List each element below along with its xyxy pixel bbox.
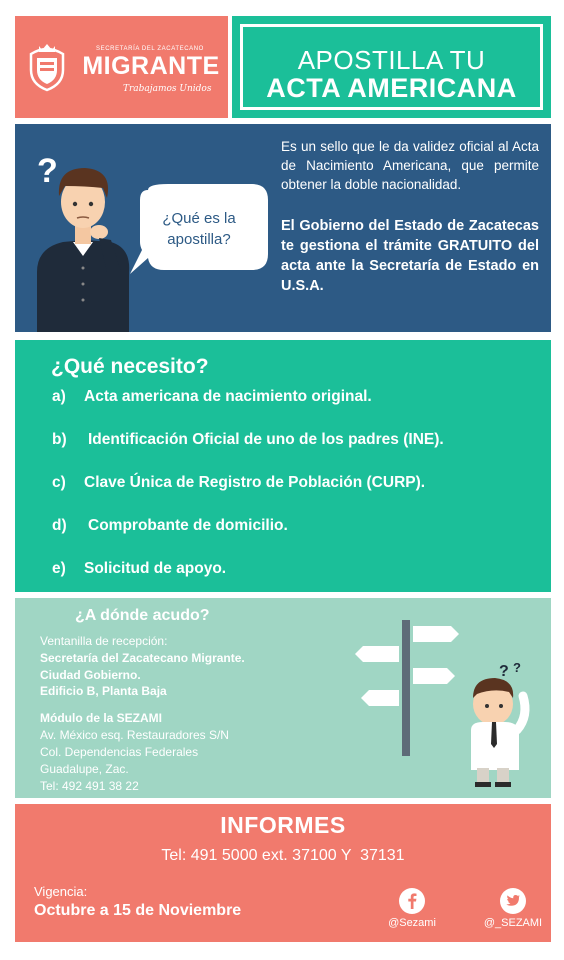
title-line-1: APOSTILLA TU — [297, 45, 486, 75]
requirement-letter: b) — [52, 431, 67, 448]
thinking-man-illustration — [33, 144, 133, 332]
requirement-item — [52, 431, 444, 449]
requirements-title: ¿Qué necesito? — [51, 355, 209, 378]
title-frame — [240, 24, 543, 110]
confused-man-illustration — [463, 660, 545, 788]
window-label: Ventanilla de recepción: — [40, 634, 168, 648]
intro-description: Es un sello que le da validez oficial al Acta de Nacimiento Americana, que permite obtener la doble nacionalidad. — [281, 139, 539, 192]
module-label: Módulo de la SEZAMI — [40, 711, 162, 725]
twitter-handle[interactable]: @_SEZAMI — [483, 917, 543, 929]
requirement-letter: e) — [52, 560, 66, 577]
office-place: Ciudad Gobierno. — [40, 668, 141, 682]
requirement-text: Comprobante de domicilio. — [88, 517, 288, 534]
validity-value: Octubre a 15 de Noviembre — [34, 902, 242, 919]
facebook-icon[interactable] — [399, 888, 425, 914]
question-mark-icon: ? — [37, 152, 58, 190]
office-building: Edificio B, Planta Baja — [40, 684, 167, 698]
address-street: Av. México esq. Restauradores S/N — [40, 728, 229, 742]
requirement-item — [52, 474, 425, 492]
validity-label: Vigencia: — [34, 884, 88, 899]
facebook-handle[interactable]: @Sezami — [388, 917, 436, 929]
svg-text:?: ? — [513, 660, 521, 675]
title-panel — [232, 16, 551, 118]
intro-panel — [15, 124, 551, 332]
logo-subtitle: SECRETARÍA DEL ZACATECANO — [96, 46, 204, 52]
signpost-icon — [355, 616, 465, 756]
requirement-letter: c) — [52, 474, 66, 491]
requirement-item — [52, 388, 372, 406]
info-title: INFORMES — [220, 812, 346, 838]
office-name: Secretaría del Zacatecano Migrante. — [40, 651, 245, 665]
where-title: ¿A dónde acudo? — [75, 607, 210, 624]
requirement-text: Acta americana de nacimiento original. — [84, 388, 372, 405]
info-phone: Tel: 491 5000 ext. 37100 Y 37131 — [161, 847, 405, 864]
requirement-item — [52, 517, 288, 535]
address-city: Guadalupe, Zac. — [40, 762, 129, 776]
address-colony: Col. Dependencias Federales — [40, 745, 199, 759]
requirement-letter: d) — [52, 517, 67, 534]
svg-text:?: ? — [499, 663, 509, 680]
requirement-text: Solicitud de apoyo. — [84, 560, 227, 577]
logo-name: MIGRANTE — [82, 52, 220, 80]
bubble-question: ¿Qué es la apostilla? — [162, 210, 236, 248]
requirements-panel — [15, 340, 551, 592]
title-line-2: ACTA AMERICANA — [266, 73, 517, 103]
info-panel — [15, 804, 551, 942]
coat-of-arms-icon — [25, 40, 69, 92]
intro-highlight: El Gobierno del Estado de Zacatecas te gestiona el trámite GRATUITO del acta ante la Secretaría de Estado en U.S.A. — [281, 218, 539, 294]
requirement-item — [52, 560, 226, 578]
logo-panel — [15, 16, 228, 118]
requirement-text: Identificación Oficial de uno de los padres (INE). — [88, 431, 444, 448]
where-panel — [15, 598, 551, 798]
requirement-letter: a) — [52, 388, 66, 405]
address-phone: Tel: 492 491 38 22 — [40, 779, 139, 793]
twitter-icon[interactable] — [500, 888, 526, 914]
logo-tagline: Trabajamos Unidos — [123, 84, 212, 94]
requirement-text: Clave Única de Registro de Población (CURP). — [84, 474, 426, 491]
